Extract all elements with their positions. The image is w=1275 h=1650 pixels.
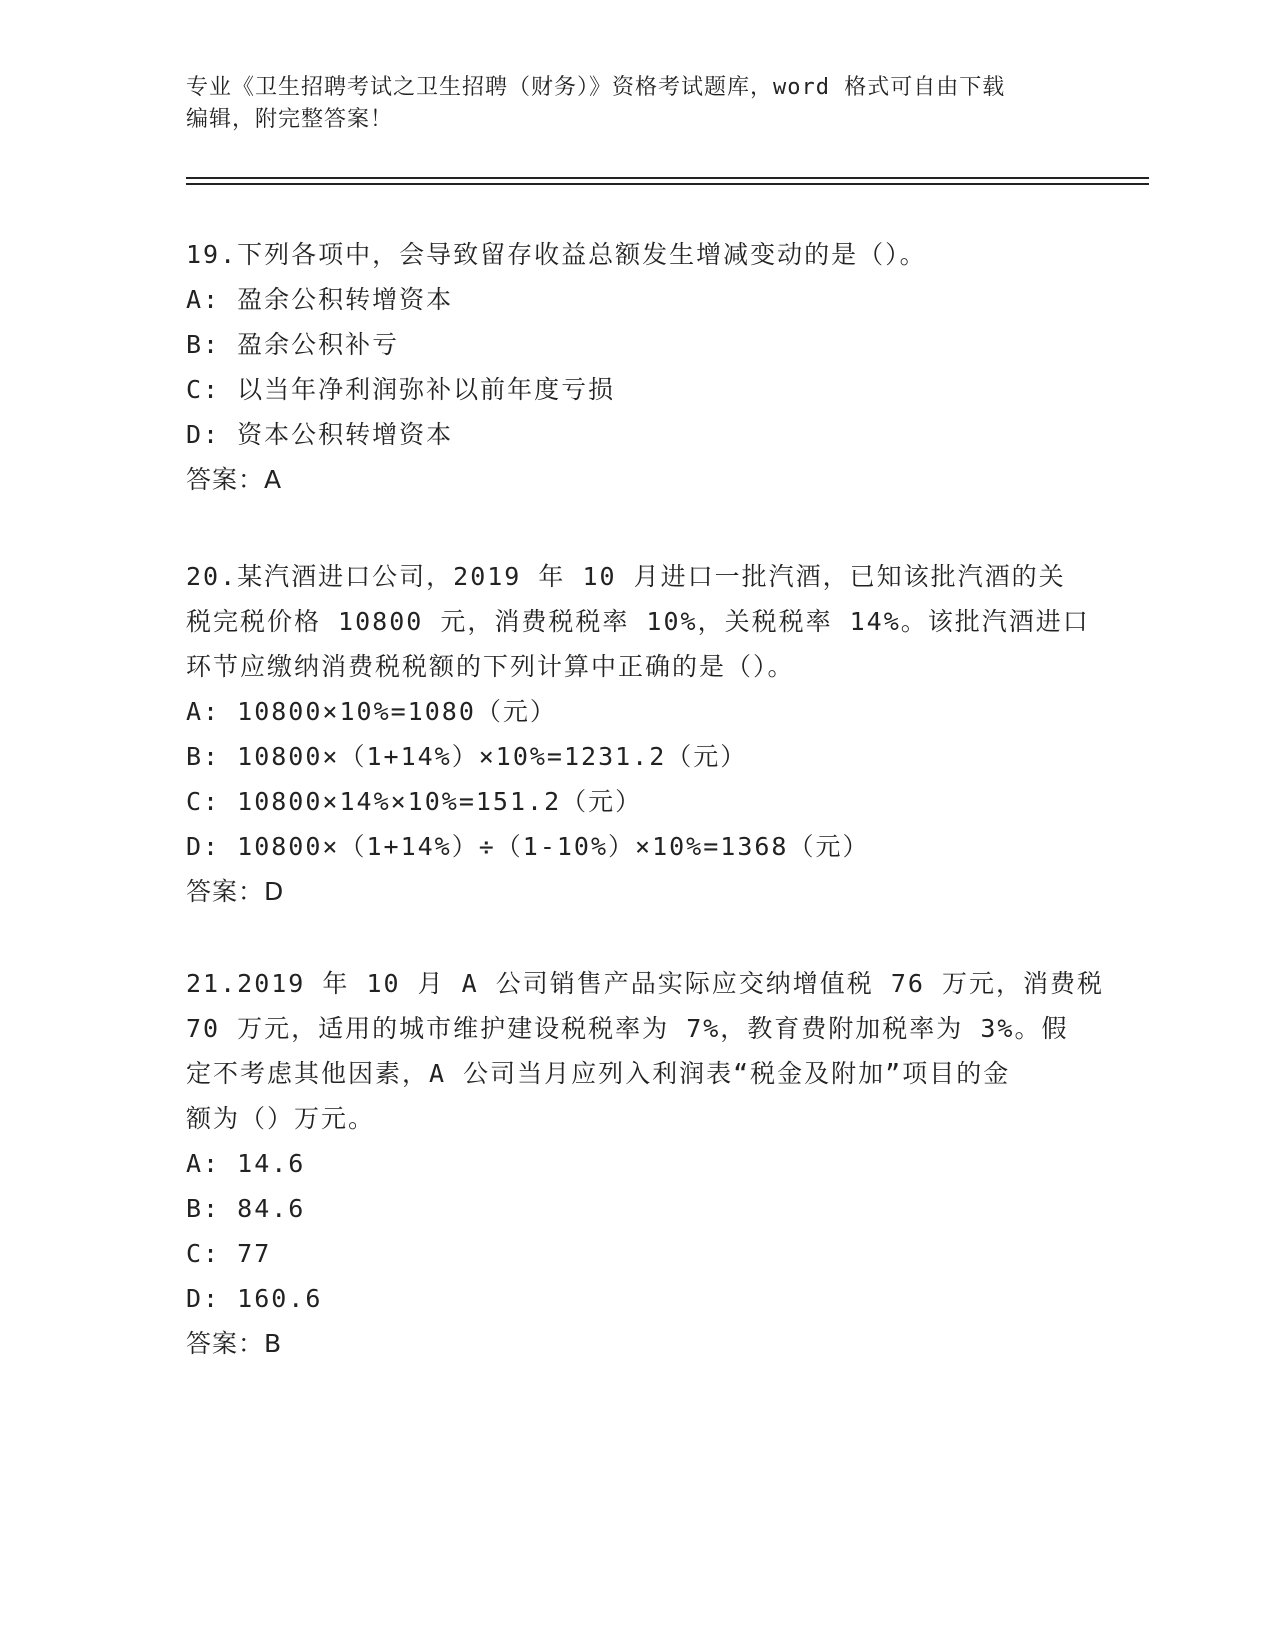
header-divider-top xyxy=(186,177,1149,179)
question-stem-line: 定不考虑其他因素，A 公司当月应列入利润表“税金及附加”项目的金 xyxy=(186,1059,1011,1088)
question-stem-line: 20.某汽酒进口公司，2019 年 10 月进口一批汽酒，已知该批汽酒的关 xyxy=(186,562,1066,591)
option-d: D: 资本公积转增资本 xyxy=(186,420,454,449)
document-header xyxy=(186,72,1086,136)
header-line-1: 专业《卫生招聘考试之卫生招聘（财务）》资格考试题库，word 格式可自由下载 xyxy=(186,75,1006,100)
question-21 xyxy=(186,961,1104,1366)
question-stem-line: 环节应缴纳消费税税额的下列计算中正确的是（）。 xyxy=(186,652,795,681)
option-b: B: 盈余公积补亏 xyxy=(186,330,400,359)
option-c: C: 10800×14%×10%=151.2（元） xyxy=(186,787,643,816)
option-b: B: 10800×（1+14%）×10%=1231.2（元） xyxy=(186,742,748,771)
option-c: C: 77 xyxy=(186,1239,272,1268)
answer-line: 答案：D xyxy=(186,877,285,906)
option-d: D: 160.6 xyxy=(186,1284,323,1313)
option-c: C: 以当年净利润弥补以前年度亏损 xyxy=(186,375,616,404)
question-stem-line: 19.下列各项中，会导致留存收益总额发生增减变动的是（）。 xyxy=(186,240,927,269)
question-stem-line: 70 万元，适用的城市维护建设税税率为 7%，教育费附加税率为 3%。假 xyxy=(186,1014,1069,1043)
header-line-2: 编辑，附完整答案！ xyxy=(186,107,394,132)
question-19 xyxy=(186,232,1086,502)
question-stem-line: 税完税价格 10800 元，消费税税率 10%，关税税率 14%。该批汽酒进口 xyxy=(186,607,1090,636)
option-a: A: 10800×10%=1080（元） xyxy=(186,697,557,726)
question-stem-line: 21.2019 年 10 月 A 公司销售产品实际应交纳增值税 76 万元，消费税 xyxy=(186,969,1104,998)
option-a: A: 盈余公积转增资本 xyxy=(186,285,454,314)
option-a: A: 14.6 xyxy=(186,1149,306,1178)
question-20 xyxy=(186,554,1090,914)
answer-line: 答案：B xyxy=(186,1329,283,1358)
question-stem-line: 额为（）万元。 xyxy=(186,1104,376,1133)
header-divider-bottom xyxy=(186,183,1149,185)
option-b: B: 84.6 xyxy=(186,1194,306,1223)
option-d: D: 10800×（1+14%）÷（1-10%）×10%=1368（元） xyxy=(186,832,870,861)
answer-line: 答案：A xyxy=(186,465,283,494)
